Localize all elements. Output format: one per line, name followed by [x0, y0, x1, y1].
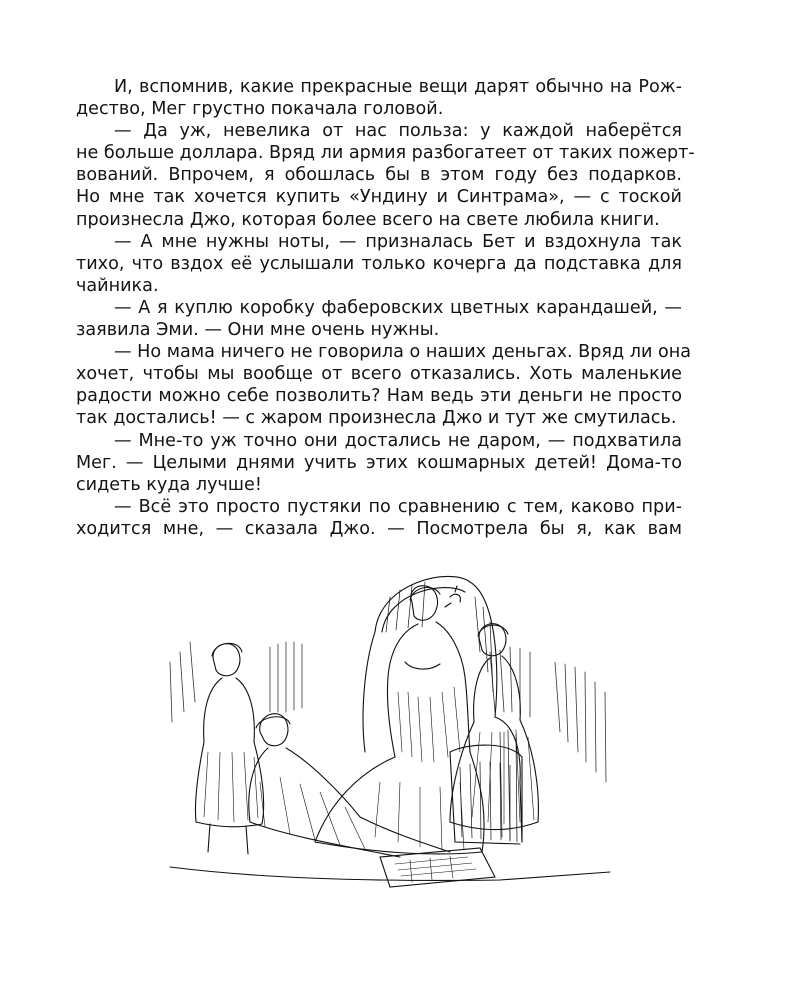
figure-seated-center [315, 586, 484, 854]
paragraph-2 [76, 120, 695, 230]
text-line: тихо, что вздох её услышали только кочерга да подставка для [76, 253, 682, 274]
engraving-illustration [150, 552, 640, 892]
text-line: радости можно себе позволить? Нам ведь эти деньги не просто [76, 386, 682, 407]
text-line: так достались! — с жаром произнесла Джо и тут же смутилась. [76, 408, 677, 429]
figure-seated-right [450, 624, 538, 830]
figure-standing-left [195, 643, 263, 854]
text-line: дество, Мег грустно покачала головой. [76, 99, 444, 120]
paragraph-4 [76, 297, 682, 341]
text-line: — Но мама ничего не говорила о наших деньгах. Вряд ли она [114, 342, 692, 363]
paragraph-3 [76, 231, 682, 297]
text-line: вований. Впрочем, я обошлась бы в этом году без подарков. [76, 165, 682, 186]
text-line: сидеть куда лучше! [76, 474, 262, 495]
text-line: Мег. — Целыми днями учить этих кошмарных детей! Дома-то [76, 452, 682, 473]
text-line: не больше доллара. Вряд ли армия разбогатеет от таких пожерт- [76, 143, 695, 164]
page-body-text [76, 76, 695, 540]
paragraph-5 [76, 341, 692, 429]
paragraph-1 [76, 76, 682, 120]
text-line: — А я куплю коробку фаберовских цветных карандашей, — [114, 297, 682, 318]
paragraph-6 [76, 430, 682, 496]
text-line: — А мне нужны ноты, — призналась Бет и вздохнула так [114, 231, 682, 252]
text-line: — Мне-то уж точно они достались не даром, — подхватила [114, 430, 682, 451]
text-line: — Да уж, невелика от нас польза: у каждой наберётся [114, 121, 682, 142]
text-line: И, вспомнив, какие прекрасные вещи дарят обычно на Рож- [114, 77, 682, 97]
text-line: заявила Эми. — Они мне очень нужны. [76, 320, 440, 341]
paragraph-7 [76, 496, 682, 540]
floor-line [170, 867, 610, 880]
text-line: Но мне так хочется купить «Ундину и Синтрама», — с тоской [76, 187, 682, 208]
armchair [363, 576, 522, 842]
text-line: хочет, чтобы мы вообще от всего отказались. Хоть маленькие [76, 364, 682, 385]
text-line: чайника. [76, 275, 159, 296]
text-line: ходится мне, — сказала Джо. — Посмотрела бы я, как вам [76, 518, 682, 539]
text-line: — Всё это просто пустяки по сравнению с тем, каково при- [114, 496, 682, 517]
text-line: произнесла Джо, которая более всего на свете любила книги. [76, 209, 660, 230]
